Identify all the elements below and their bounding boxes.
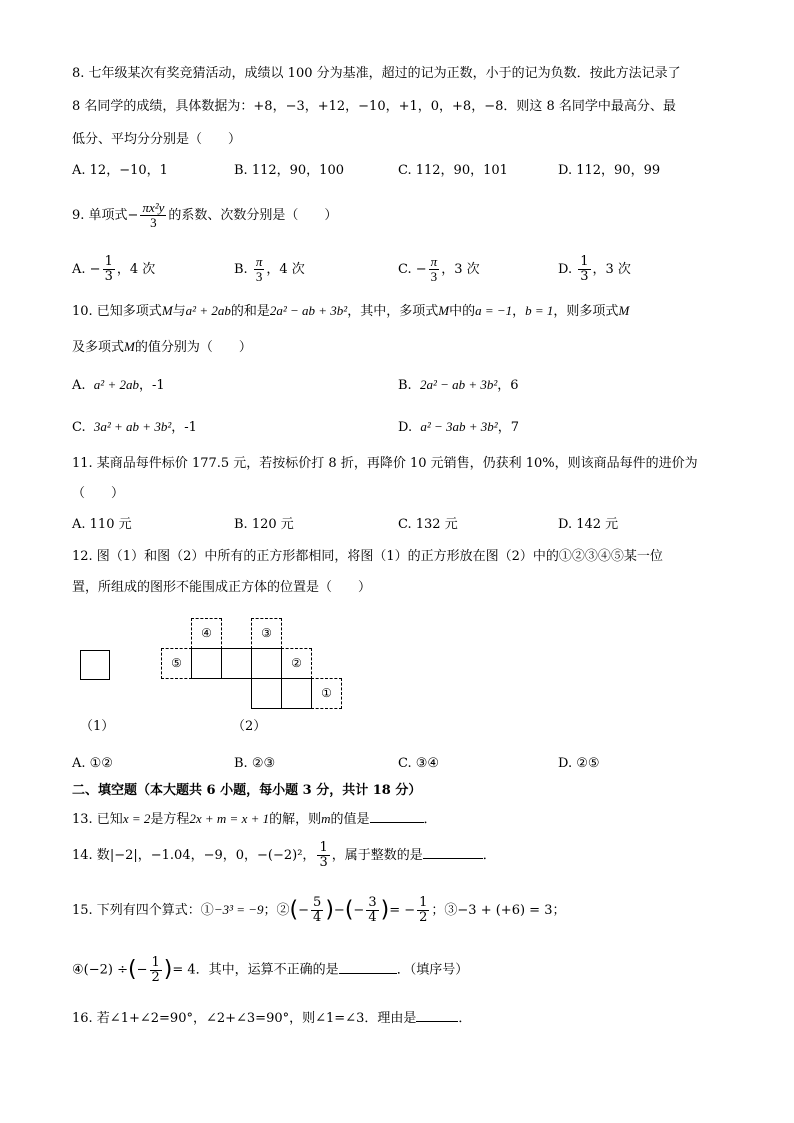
q10-option-b-tail: ，6: [497, 378, 519, 393]
q9-option-a: [72, 252, 155, 288]
figure1-caption: （1）: [80, 719, 115, 734]
q15-f4-den: 2: [151, 969, 160, 985]
q15-f2-frac3: [417, 896, 429, 925]
q16-end: ．: [458, 1011, 472, 1026]
q9-option-b-den: 3: [255, 269, 263, 284]
q9-option-d-label: D.: [558, 262, 573, 277]
q14: [72, 838, 496, 874]
q9-option-c-tail: ，3 次: [441, 262, 480, 277]
q9-option-b: [234, 252, 305, 288]
q12-line1: 12. 图（1）和图（2）中所有的正方形都相同，将图（1）的正方形放在图（2）中的①②③④⑤某一位: [72, 549, 663, 564]
q9-option-a-tail: ，4 次: [116, 262, 156, 277]
q12-option-d: D. ②⑤: [558, 756, 600, 771]
q15-formula1: −3³ = −9: [213, 902, 264, 917]
q15-line2: [72, 950, 468, 991]
net-square: [191, 648, 222, 679]
left-paren: (: [344, 897, 354, 923]
q15-answer-blank[interactable]: [339, 973, 397, 974]
q9-monomial: [140, 201, 166, 230]
q15-f4-sign: −: [136, 962, 148, 978]
q9-option-d-tail: ，3 次: [592, 262, 631, 277]
q11-option-b: B. 120 元: [234, 517, 294, 532]
q16: [72, 1010, 471, 1028]
q9-option-b-frac: [254, 255, 265, 284]
q9-stem: [72, 198, 337, 234]
q14-fraction: [317, 841, 329, 870]
q13-x-value: x = 2: [122, 811, 151, 826]
q15-f2-op: −: [333, 903, 345, 918]
q10-text-e: 中的: [449, 304, 476, 319]
q10-option-c-label: C.: [72, 420, 86, 435]
q10-text-d: ，其中，多项式: [347, 304, 439, 319]
q10-option-b-expr: 2a² − ab + 3b²: [419, 377, 498, 392]
q9-option-c-num: π: [430, 254, 438, 269]
q14-text-a: 14. 数: [72, 848, 110, 863]
q13-answer-blank[interactable]: [370, 822, 424, 823]
q11-option-d: D. 142 元: [558, 517, 619, 532]
q9-option-c-label: C.: [398, 262, 412, 277]
q14-frac-den: 3: [319, 855, 328, 870]
q10-option-c-tail: ，-1: [171, 420, 197, 435]
q13-var-m: m: [321, 811, 331, 826]
q10-option-c-expr: 3a² + ab + 3b²: [93, 419, 172, 434]
q15-f4-frac: [150, 956, 162, 985]
q10-option-d-label: D.: [398, 420, 413, 435]
position-1: ①: [311, 678, 342, 709]
q10-text-h: 的值分别为（ ）: [134, 340, 252, 355]
q15-f2-num1: 5: [313, 895, 322, 910]
q13-text-c: 的解，则: [269, 812, 322, 827]
q13-end: ．: [423, 812, 437, 827]
q15-f2-prefix: ；②: [263, 903, 290, 918]
q14-end: ．: [482, 848, 496, 863]
position-4: ④: [191, 618, 222, 649]
right-paren: ): [163, 957, 173, 982]
q15-f2-frac1: [311, 896, 323, 925]
q8-option-a: A. 12，−10，1: [72, 163, 168, 178]
position-2: ②: [281, 648, 312, 679]
figure2-caption: （2）: [232, 719, 267, 734]
q10-option-d-tail: ，7: [497, 420, 519, 435]
q14-abs: |−2|: [109, 848, 138, 863]
left-paren: (: [289, 897, 299, 923]
q15-f4-left: (−2) ÷: [83, 962, 128, 978]
q10-text-a: 10. 已知多项式: [72, 304, 162, 319]
q13-text-a: 13. 已知: [72, 812, 123, 827]
q15-f4-eq: = 4: [172, 962, 196, 978]
q12-line2: 置，所组成的图形不能围成正方体的位置是（ ）: [72, 580, 372, 595]
q11-option-a: A. 110 元: [72, 517, 132, 532]
q9-option-a-num: 1: [104, 254, 113, 269]
q13-text-d: 的值是: [330, 812, 370, 827]
q15-f2-eq: = −: [389, 903, 416, 918]
q8-line2: 8 名同学的成绩，具体数据为：+8，−3，+12，−10，+1，0，+8，−8．则这 8 名同学中最高分、最: [72, 99, 676, 114]
net-square: [251, 648, 282, 679]
q9-option-c-sign: −: [415, 262, 427, 277]
q10-var-m: M: [161, 303, 173, 318]
q9-monomial-den: 3: [150, 215, 157, 230]
position-5: ⑤: [161, 648, 192, 679]
q11-option-c: C. 132 元: [398, 517, 458, 532]
q9-option-d: [558, 252, 631, 288]
q9-option-b-tail: ，4 次: [266, 262, 305, 277]
q9-option-a-label: A.: [72, 262, 86, 277]
q9-option-d-den: 3: [580, 269, 589, 284]
q10-b-value: b = 1: [525, 303, 554, 318]
q15-f4-prefix: ④: [72, 962, 84, 978]
q9-option-a-den: 3: [104, 269, 113, 284]
q9-option-c: [398, 252, 480, 288]
q9-option-c-frac: [429, 255, 440, 284]
q10-expr2: 2a² − ab + 3b²: [269, 303, 348, 318]
q9-option-d-num: 1: [580, 254, 589, 269]
q15-f2-sign2: −: [353, 903, 365, 918]
q10-var-m-4: M: [124, 339, 135, 354]
q10-expr1: a² + 2ab: [185, 303, 231, 318]
q9-monomial-num: πx²y: [142, 200, 165, 215]
net-square: [221, 648, 252, 679]
q9-prefix: 9. 单项式: [72, 208, 128, 223]
q10-option-b: [398, 376, 519, 395]
q10-text-g: 及多项式: [72, 340, 125, 355]
figure1-square: [80, 650, 110, 680]
q13: [72, 810, 437, 829]
q16-text: 16. 若∠1+∠2=90°，∠2+∠3=90°，则∠1=∠3．理由是: [72, 1011, 417, 1026]
q9-option-a-sign: −: [89, 262, 101, 277]
q9-option-c-den: 3: [430, 269, 438, 284]
q12-option-c: C. ③④: [398, 756, 440, 771]
q9-option-a-frac: [103, 255, 115, 284]
q15-text-c: ．（填序号）: [396, 962, 469, 978]
q15-f2-frac2: [366, 896, 378, 925]
q15-line1: [72, 890, 565, 931]
q14-text-b: ，属于整数的是: [331, 848, 423, 863]
q14-frac-num: 1: [319, 840, 328, 855]
q11-line2: （ ）: [72, 486, 125, 501]
q13-text-b: 是方程: [150, 812, 190, 827]
q10-line2: [72, 338, 252, 357]
q15-formula3: ；③−3 + (+6) = 3；: [431, 903, 566, 918]
q15-f2-num2: 3: [368, 895, 377, 910]
q10-a-value: a = −1: [475, 303, 513, 318]
q15-f2-den1: 4: [313, 910, 322, 925]
q15-text-b: ．其中，运算不正确的是: [195, 962, 339, 978]
q15-f2-den2: 4: [368, 910, 377, 925]
q15-f2-den3: 2: [419, 910, 428, 925]
q12-option-a: A. ①②: [72, 756, 113, 771]
q9-minus: −: [127, 208, 139, 223]
q10-text-f: ，则多项式: [553, 304, 619, 319]
q10-var-m-2: M: [438, 303, 450, 318]
q10-option-a-label: A.: [72, 378, 86, 393]
q10-text-c: 的和是: [230, 304, 270, 319]
q10-var-m-3: M: [618, 303, 630, 318]
q10-option-a-tail: ，-1: [138, 378, 165, 393]
net-square: [251, 678, 282, 709]
q14-answer-blank[interactable]: [423, 858, 483, 859]
q10-option-a: [72, 376, 165, 395]
q9-option-b-num: π: [255, 254, 263, 269]
q15-f2-sign1: −: [298, 903, 310, 918]
q10-line1: 10. 已知多项式M与a² + 2ab的和是2a² − ab + 3b²，其中，多项式M中的a = −1，b = 1，则多项式M: [72, 303, 630, 319]
q9-suffix: 的系数、次数分别是（ ）: [168, 208, 338, 223]
left-paren: (: [128, 957, 137, 982]
q14-list: ，−1.04，−9，0，−(−2)²，: [137, 848, 316, 863]
q12-option-b: B. ②③: [234, 756, 276, 771]
q10-option-d-expr: a² − 3ab + 3b²: [420, 419, 498, 434]
q10-option-b-label: B.: [398, 378, 412, 393]
q10-option-a-expr: a² + 2ab: [93, 377, 139, 392]
q9-option-b-label: B.: [234, 262, 248, 277]
q10-text-b: 与: [172, 304, 186, 319]
q15-f2-num3: 1: [419, 895, 428, 910]
right-paren: ): [325, 897, 334, 923]
q10-option-c: [72, 418, 197, 437]
q11-line1: 11. 某商品每件标价 177.5 元，若按标价打 8 折，再降价 10 元销售，仍获利 10%，则该商品每件的进价为: [72, 456, 698, 471]
net-square: [281, 678, 312, 709]
q8-line1: 8. 七年级某次有奖竞猜活动，成绩以 100 分为基准，超过的记为正数，小于的记为负数．按此方法记录了: [72, 66, 681, 81]
q13-equation: 2x + m = x + 1: [189, 811, 270, 826]
q8-option-d: D. 112，90，99: [558, 163, 661, 178]
q8-option-c: C. 112，90，101: [398, 163, 508, 178]
q16-answer-blank[interactable]: [416, 1021, 458, 1022]
q15-text-a: 15. 下列有四个算式：①: [72, 903, 214, 918]
q9-option-d-frac: [578, 255, 590, 284]
right-paren: ): [380, 897, 390, 923]
section2-heading: 二、填空题（本大题共 6 小题，每小题 3 分，共计 18 分）: [72, 783, 422, 798]
q15-f4-num: 1: [151, 954, 160, 970]
q8-line3: 低分、平均分分别是（ ）: [72, 132, 242, 147]
position-3: ③: [251, 618, 282, 649]
q8-option-b: B. 112，90，100: [234, 163, 344, 178]
q10-option-d: [398, 418, 519, 437]
